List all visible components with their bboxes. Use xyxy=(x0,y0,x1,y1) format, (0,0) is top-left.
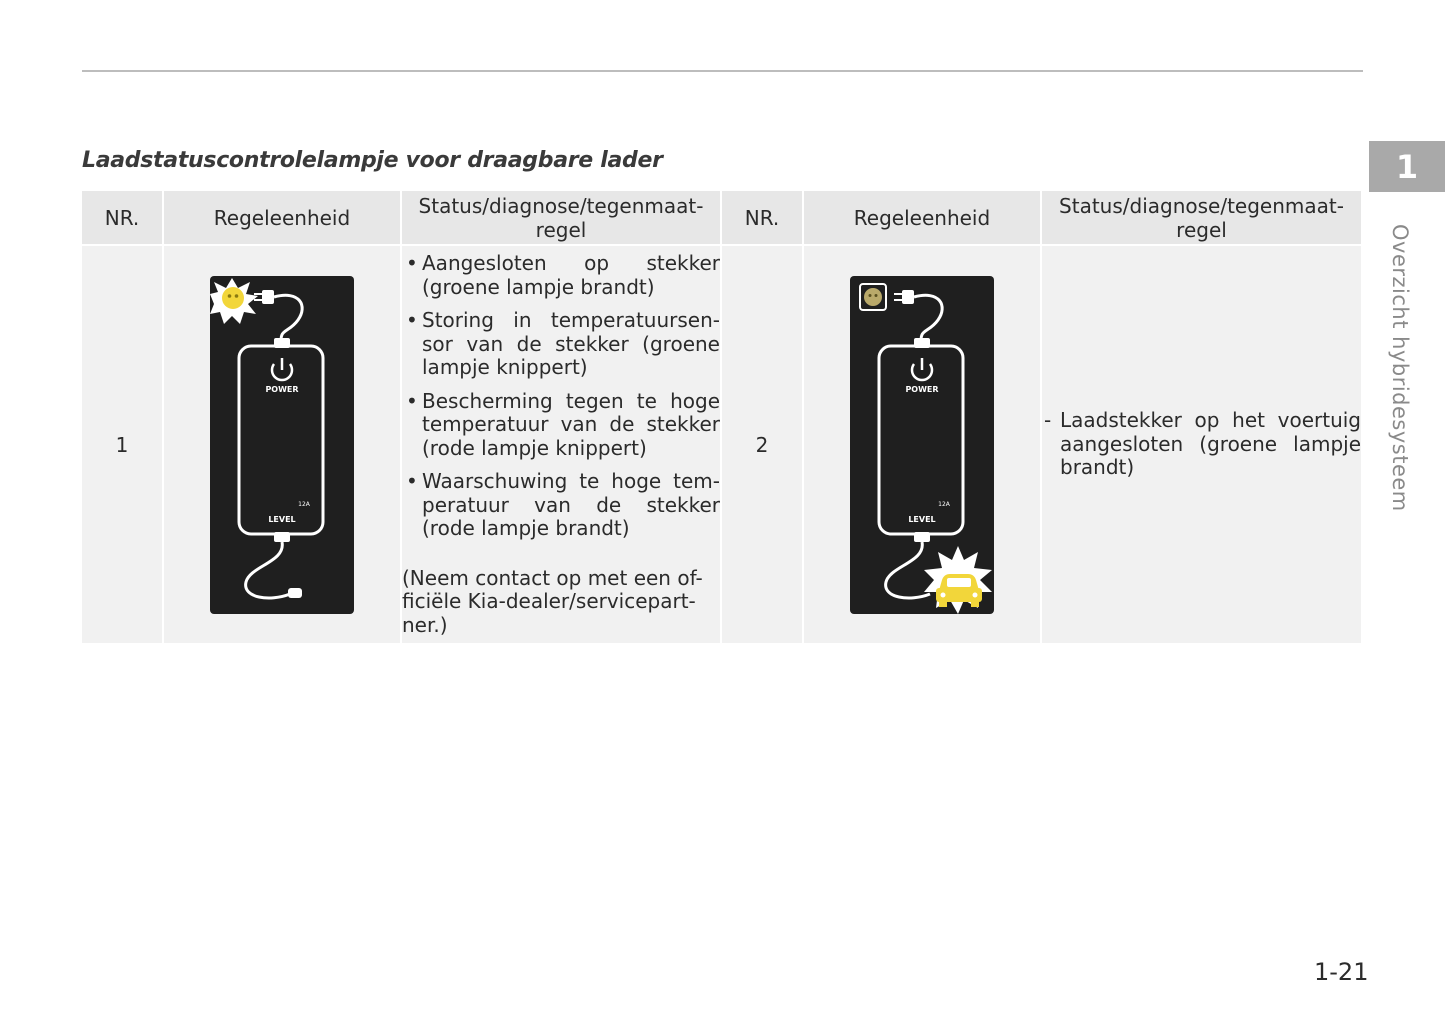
page-number: 1-21 xyxy=(1314,958,1369,986)
header-nr-2: NR. xyxy=(722,191,802,244)
power-label: POWER xyxy=(905,384,939,394)
header-status-2: Status/diagnose/tegenmaat-regel xyxy=(1042,191,1361,244)
plug-icon xyxy=(864,288,882,306)
row-number: 1 xyxy=(82,246,162,643)
level-label: LEVEL xyxy=(268,514,296,524)
header-regeleenheid-2: Regeleenheid xyxy=(804,191,1040,244)
status-list xyxy=(402,252,720,541)
list-item: • Aangesloten op stekker (groene lampje brandt) xyxy=(402,252,720,299)
status-cell xyxy=(1042,246,1361,643)
section-title: Laadstatuscontrolelampje voor draagbare lader xyxy=(82,148,663,173)
header-status: Status/diagnose/tegenmaat-regel xyxy=(402,191,720,244)
plug-icon xyxy=(222,287,244,309)
portable-charger-illustration xyxy=(850,276,994,614)
top-rule xyxy=(82,70,1363,72)
chapter-tab: 1 xyxy=(1369,141,1445,192)
table-row xyxy=(82,246,1361,643)
level-label: LEVEL xyxy=(908,514,936,524)
status-cell xyxy=(402,246,720,643)
power-label: POWER xyxy=(265,384,299,394)
chapter-label: Overzicht hybridesysteem xyxy=(1388,224,1412,512)
status-item: - Laadstekker op het voertuig aangesloten (groene lampje brandt) xyxy=(1042,409,1361,480)
amp-label: 12A xyxy=(298,500,310,508)
charging-status-table xyxy=(80,189,1363,645)
header-nr: NR. xyxy=(82,191,162,244)
charger-illustration-cell xyxy=(804,246,1040,643)
portable-charger-illustration xyxy=(210,276,354,614)
row-number: 2 xyxy=(722,246,802,643)
list-item: • Storing in temperatuursen-sor van de stekker (groene lampje knippert) xyxy=(402,309,720,380)
charger-illustration-cell xyxy=(164,246,400,643)
list-item: • Waarschuwing te hoge tem-peratuur van de stekker (rode lampje brandt) xyxy=(402,470,720,541)
header-regeleenheid: Regeleenheid xyxy=(164,191,400,244)
table-header-row xyxy=(82,191,1361,244)
list-item: • Bescherming tegen te hoge temperatuur van de stekker (rode lampje knippert) xyxy=(402,390,720,461)
amp-label: 12A xyxy=(938,500,950,508)
service-note: (Neem contact op met een of-ficiële Kia-dealer/servicepart-ner.) xyxy=(402,565,703,637)
